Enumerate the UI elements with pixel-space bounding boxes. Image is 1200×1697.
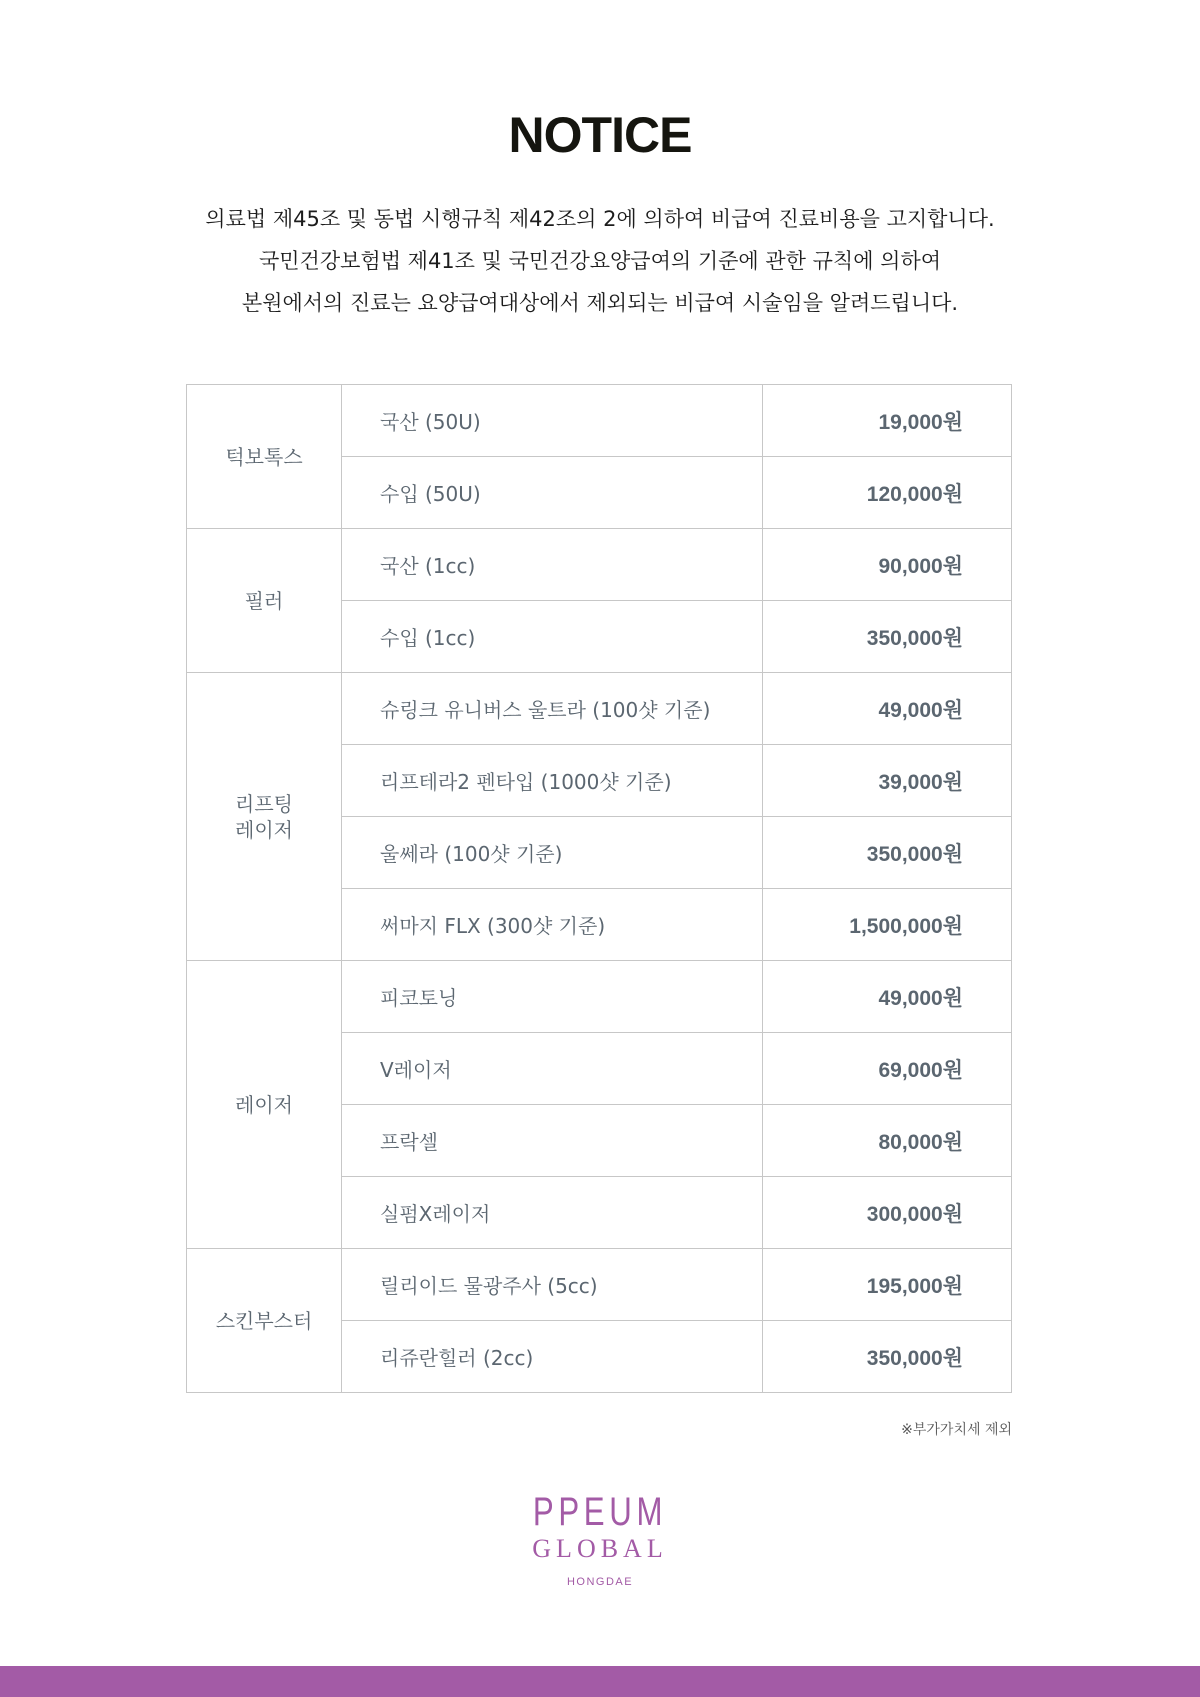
price-table: [186, 384, 1012, 1393]
treatment-price: 1,500,000원: [763, 889, 1012, 961]
table-row: [187, 385, 1012, 457]
treatment-name: 슈링크 유니버스 울트라 (100샷 기준): [342, 673, 763, 745]
category-cell: [187, 529, 342, 673]
brand-logo: [0, 1490, 1200, 1588]
logo-line-2: GLOBAL: [532, 1534, 668, 1563]
category-label: 턱보톡스: [225, 444, 303, 469]
table-row: [187, 1249, 1012, 1321]
treatment-price: 350,000원: [763, 817, 1012, 889]
treatment-name: 국산 (50U): [342, 385, 763, 457]
category-label: 필러: [244, 588, 284, 613]
treatment-name: 리프테라2 펜타입 (1000샷 기준): [342, 745, 763, 817]
category-cell: [187, 673, 342, 961]
treatment-price: 350,000원: [763, 601, 1012, 673]
treatment-price: 120,000원: [763, 457, 1012, 529]
category-label: 레이저: [235, 817, 293, 842]
treatment-name: 릴리이드 물광주사 (5cc): [342, 1249, 763, 1321]
notice-line: 국민건강보험법 제41조 및 국민건강요양급여의 기준에 관한 규칙에 의하여: [258, 249, 942, 273]
treatment-price: 19,000원: [763, 385, 1012, 457]
treatment-price: 49,000원: [763, 673, 1012, 745]
logo-line-3: HONGDAE: [566, 1576, 634, 1588]
treatment-name: 국산 (1cc): [342, 529, 763, 601]
treatment-price: 350,000원: [763, 1321, 1012, 1393]
treatment-name: 수입 (50U): [342, 457, 763, 529]
category-label: 레이저: [235, 1092, 293, 1117]
treatment-price: 39,000원: [763, 745, 1012, 817]
treatment-price: 195,000원: [763, 1249, 1012, 1321]
treatment-name: 피코토닝: [342, 961, 763, 1033]
treatment-name: V레이저: [342, 1033, 763, 1105]
notice-line: 의료법 제45조 및 동법 시행규칙 제42조의 2에 의하여 비급여 진료비용을 고지합니다.: [205, 207, 995, 231]
category-cell: [187, 1249, 342, 1393]
page-title: NOTICE: [508, 107, 692, 163]
treatment-name: 울쎄라 (100샷 기준): [342, 817, 763, 889]
notice-text: [0, 198, 1200, 324]
treatment-name: 수입 (1cc): [342, 601, 763, 673]
treatment-name: 리쥬란힐러 (2cc): [342, 1321, 763, 1393]
vat-note: ※부가가치세 제외: [901, 1422, 1012, 1438]
treatment-name: 프락셀: [342, 1105, 763, 1177]
treatment-price: 69,000원: [763, 1033, 1012, 1105]
category-label: 리프팅: [235, 791, 293, 816]
treatment-name: 실펌X레이저: [342, 1177, 763, 1249]
table-row: [187, 961, 1012, 1033]
treatment-price: 80,000원: [763, 1105, 1012, 1177]
treatment-name: 써마지 FLX (300샷 기준): [342, 889, 763, 961]
treatment-price: 90,000원: [763, 529, 1012, 601]
category-cell: [187, 385, 342, 529]
footer-bar: [0, 1666, 1200, 1697]
logo-line-1: PPEUM: [532, 1490, 668, 1534]
category-cell: [187, 961, 342, 1249]
table-row: [187, 529, 1012, 601]
treatment-price: 49,000원: [763, 961, 1012, 1033]
treatment-price: 300,000원: [763, 1177, 1012, 1249]
notice-line: 본원에서의 진료는 요양급여대상에서 제외되는 비급여 시술임을 알려드립니다.: [241, 291, 959, 315]
category-label: 스킨부스터: [215, 1308, 313, 1333]
table-row: [187, 673, 1012, 745]
